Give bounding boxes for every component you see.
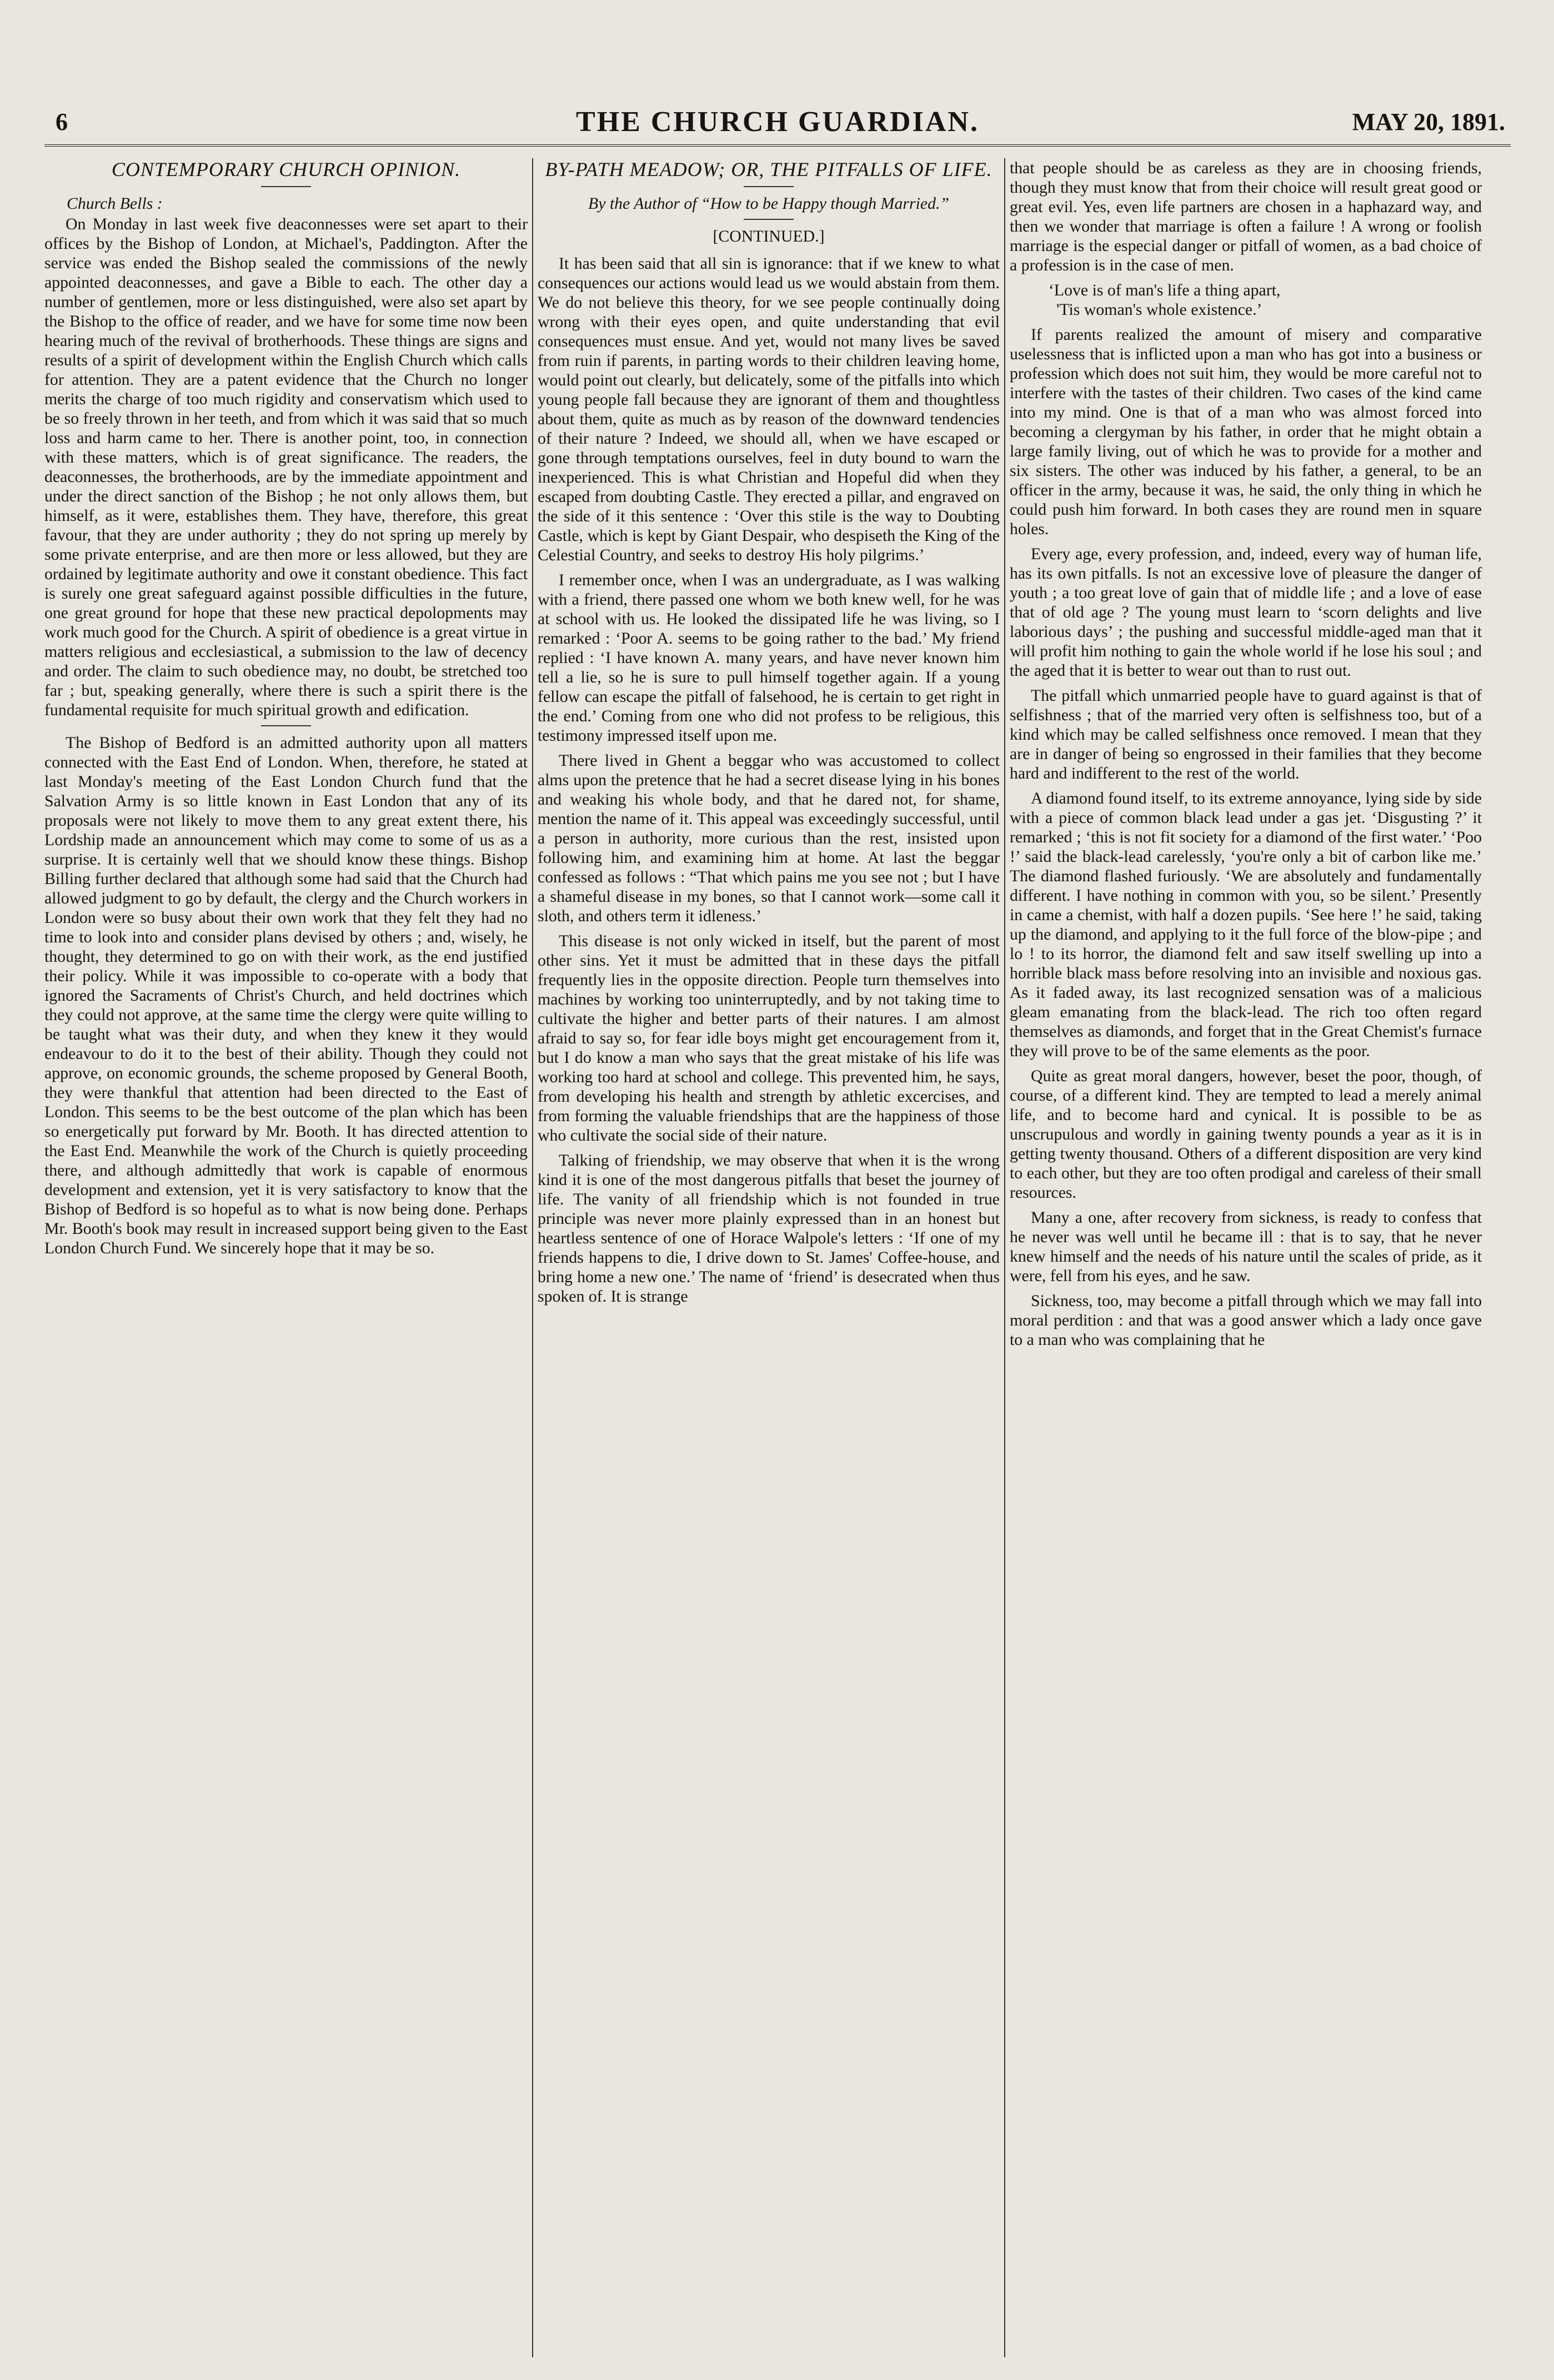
source-label: Church Bells : — [67, 194, 163, 213]
paragraph: The Bishop of Bedford is an admitted authority upon all matters connected with the East End of London. When, therefore, he stated at last Monday's meeting of the East London Church fund that the Salvation Army is so little known in East London that any of its proposals were not likely to move them to any great extent there, his Lordship made an announcement which may come to some of us as a surprise. It is certainly well that we should know these things. Bishop Billing further declared that although some had said that the Church had allowed judgment to go by default, the clergy and the Church workers in London were so busy about their own work that they felt they had no time to look into and consider plans devised by others ; and, wisely, he thought, they determined to go on with their work, as the end justified their policy. While it was impossible to co-operate with a body that ignored the Sacraments of Christ's Church, and held doctrines which they could not approve, at the same time the clergy were quite willing to be taught what was their duty, and when they knew it they would endeavour to do it to the best of their ability. Though they could not approve, on economic grounds, the scheme proposed by General Booth, they were thankful that attention had been directed to the East of London. This seems to be the best outcome of the plan which has been so energetically put forward by Mr. Booth. It has directed attention to the East End. Meanwhile the work of the Church is quietly proceeding there, and although admittedly that work is capable of enormous development and extension, yet it is very satisfactory to know that the Bishop of Bedford is so hopeful as to what is now being done. Perhaps Mr. Booth's book may result in increased support being given to the East London Church Fund. We sincerely hope that it may be so. — [44, 734, 528, 1257]
paragraph: This disease is not only wicked in itself, but the parent of most other sins. Yet it must be admitted that in these days the pitfall frequently lies in the opposite direction. People turn themselves into machines by working too uninterruptedly, and by not taking time to cultivate the higher and better parts of their natures. I am almost afraid to say so, for fear idle boys might get encouragement from it, but I do know a man who says that the great mistake of his life was working too hard at school and college. This prevented him, he says, from developing his health and strength by athletic excercises, and from forming the valuable friendships that are the happiness of those who cultivate the social side of their nature. — [538, 932, 1000, 1144]
paragraph: Sickness, too, may become a pitfall through which we may fall into moral perdition : and that was a good answer which a lady once gave to a man who was complaining that he — [1010, 1292, 1482, 1349]
paragraph: Talking of friendship, we may observe that when it is the wrong kind it is one of the most dangerous pitfalls that beset the journey of life. The vanity of all friendship which is not founded in true principle was never more plainly expressed than in an honest but heartless sentence of one of Horace Walpole's letters : ‘If one of my friends happens to die, I drive down to St. James' Coffee-house, and bring home a new one.’ The name of ‘friend’ is desecrated when thus spoken of. It is strange — [538, 1151, 1000, 1306]
paragraph: I remember once, when I was an undergraduate, as I was walking with a friend, there passed one whom we both knew well, for he was at school with us. He looked the dissipated life he was living, so I remarked : ‘Poor A. seems to be going rather to the bad.’ My friend replied : ‘I have known A. many years, and have never known him tell a lie, so he is sure to pull himself together again. If a young fellow can escape the pitfall of falsehood, he is certain to get right in the end.’ Coming from one who did not profess to be religious, this testimony impressed itself upon me. — [538, 571, 1000, 745]
column-divider — [1004, 158, 1005, 2357]
paragraph: The pitfall which unmarried people have to guard against is that of selfishness ; that of the married very often is selfishness too, but of a kind which may be called selfishness once removed. I mean that they are in danger of being so engrossed in their families that they become hard and indifferent to the rest of the world. — [1010, 686, 1482, 782]
issue-date: MAY 20, 1891. — [1352, 108, 1505, 135]
verse-quote — [1010, 280, 1482, 319]
paragraph: Quite as great moral dangers, however, beset the poor, though, of course, of a different kind. They are tempted to lead a merely animal life, and to become hard and cynical. It is possible to be as unscrupulous and wordly in gaining twenty pounds a year as it is in getting twenty thousand. Others of a different disposition are very kind to each other, but they are too often prodigal and careless of their small resources. — [1010, 1067, 1482, 1202]
paragraph: It has been said that all sin is ignorance: that if we knew to what consequences our actions would lead us we would abstain from them. We do not believe this theory, for we see people continually doing wrong with their eyes open, and quite understanding that evil consequences must ensue. And yet, would not many lives be saved from ruin if parents, in parting words to their children leaving home, would point out clearly, but delicately, some of the pitfalls into which young people fall because they are ignorant of them and thoughtless about them, quite as much as by reason of the downward tendencies of their nature ? Indeed, we should all, when we have escaped or gone through temptations ourselves, feel in duty bound to warn the inexperienced. This is what Christian and Hopeful did when they escaped from doubting Castle. They erected a pillar, and engraved on the side of it this sentence : ‘Over this stile is the way to Doubting Castle, which is kept by Giant Despair, who despiseth the King of the Celestial Country, and seeks to destroy His holy pilgrims.’ — [538, 254, 1000, 564]
paragraph: On Monday in last week five deaconnesses were set apart to their offices by the Bishop of London, at Michael's, Paddington. After the service was ended the Bishop sealed the commissions of the newly appointed deaconnesses, and gave a Bible to each. The other day a number of gentlemen, more or less distinguished, were also set apart by the Bishop to the office of reader, and we have for some time now been hearing much of the revival of brotherhoods. These things are signs and results of a spirit of development within the English Church which calls for attention. They are a patent evidence that the Church no longer merits the charge of too much rigidity and conservatism which used to be so freely thrown in her teeth, and from which it was said that so much loss and harm came to her. There is another point, too, in connection with these matters, which is of great significance. The readers, the deaconnesses, the brotherhoods, are by the immediate appointment and under the direct sanction of the Bishop ; he not only allows them, but himself, as it were, establishes them. They have, therefore, this great favour, that they are under authority ; they do not spring up merely by some private enterprise, and are then more or less allowed, but they are ordained by legitimate authority and owe it constant obedience. This fact is surely one great safeguard against possible difficulties in the future, one great ground for hope that these new practical depolopments may work much good for the Church. A spirit of obedience is a great virtue in matters religious and ecclesiastical, a submission to the law of decency and order. The claim to such obedience may, no doubt, be stretched too far ; but, speaking generally, where there is such a spirit there is the fundamental requisite for much spiritual growth and edification. — [44, 215, 528, 719]
section-rule — [744, 186, 794, 187]
section-rule — [261, 186, 311, 187]
verse-line: ‘Love is of man's life a thing apart, — [1049, 281, 1281, 299]
column-divider — [532, 158, 533, 2357]
section-rule — [744, 219, 794, 220]
continued-label: [CONTINUED.] — [713, 227, 825, 245]
section-rule — [261, 725, 311, 726]
column-1 — [44, 158, 528, 2368]
paper-title: THE CHURCH GUARDIAN. — [576, 106, 979, 138]
masthead — [44, 106, 1511, 147]
paragraph: that people should be as careless as they are in choosing friends, though they must know that from their choice will result great good or great evil. Yes, even life partners are chosen in a haphazard way, and then we wonder that marriage is often a failure ! A wrong or foolish marriage is the especial danger or pitfall of women, as a bad choice of a profession is in the case of men. — [1010, 159, 1482, 274]
column-2 — [538, 158, 1000, 2368]
article-heading: BY-PATH MEADOW; OR, THE PITFALLS OF LIFE. — [545, 158, 992, 180]
article-heading: CONTEMPORARY CHURCH OPINION. — [111, 158, 461, 180]
page-number: 6 — [56, 108, 68, 135]
paragraph: A diamond found itself, to its extreme annoyance, lying side by side with a piece of common black lead under a gas jet. ‘Disgusting ?’ it remarked ; ‘this is not fit society for a diamond of the first water.’ ‘Poo !’ said the black-lead carelessly, ‘you're only a bit of carbon like me.’ The diamond flashed furiously. ‘We are absolutely and fundamentally different. I have nothing in common with you, so be silent.’ Presently in came a chemist, with half a dozen pupils. ‘See here !’ he said, taking up the diamond, and applying to it the full force of the blow-pipe ; and lo ! to its horror, the diamond felt and saw itself swelling up into a horrible black mass before resolving into an invisible and noxious gas. As it faded away, its last recognized sensation was of a malicious gleam emanating from the black-lead. The rich too often regard themselves as diamonds, and forget that in the Great Chemist's furnace they will prove to be of the same elements as the poor. — [1010, 789, 1482, 1060]
paragraph: If parents realized the amount of misery and comparative uselessness that is inflicted upon a man who has got into a business or profession which does not suit him, they would be more careful not to interfere with the tastes of their children. Two cases of the kind came into my mind. One is that of a man who was almost forced into becoming a clergyman by his father, in order that he might obtain a large family living, out of which he was to provide for a mother and six sisters. The other was induced by his father, a general, to be an officer in the army, because it was, he said, the only thing in which he could push him forward. In both cases they are round men in square holes. — [1010, 325, 1482, 538]
paragraph: Every age, every profession, and, indeed, every way of human life, has its own pitfalls. Is not an excessive love of pleasure the danger of youth ; a too great love of gain that of middle life ; and a love of ease that of old age ? The young must learn to ‘scorn delights and live laborious days’ ; the pushing and successful middle-aged man that it will profit him nothing to gain the whole world if he lose his soul ; and the aged that it is better to wear out than to rust out. — [1010, 545, 1482, 680]
verse-line: 'Tis woman's whole existence.’ — [1056, 300, 1262, 319]
paragraph: Many a one, after recovery from sickness, is ready to confess that he never was well until he became ill : that is to say, that he never knew himself and the needs of his nature until the scales of pride, as it were, fell from his eyes, and he saw. — [1010, 1208, 1482, 1285]
byline: By the Author of “How to be Happy though Married.” — [588, 194, 949, 213]
column-3 — [1010, 158, 1482, 2368]
paragraph: There lived in Ghent a beggar who was accustomed to collect alms upon the pretence that he had a secret disease lying in his bones and weaking his whole body, and that he dared not, for shame, mention the name of it. This appeal was exceedingly successful, until a person in authority, more curious than the rest, insisted upon following him, and examining him at home. At last the beggar confessed as follows : “That which pains me you see not ; but I have a shameful disease in my bones, so that I cannot work—some call it sloth, and others term it idleness.’ — [538, 751, 1000, 925]
